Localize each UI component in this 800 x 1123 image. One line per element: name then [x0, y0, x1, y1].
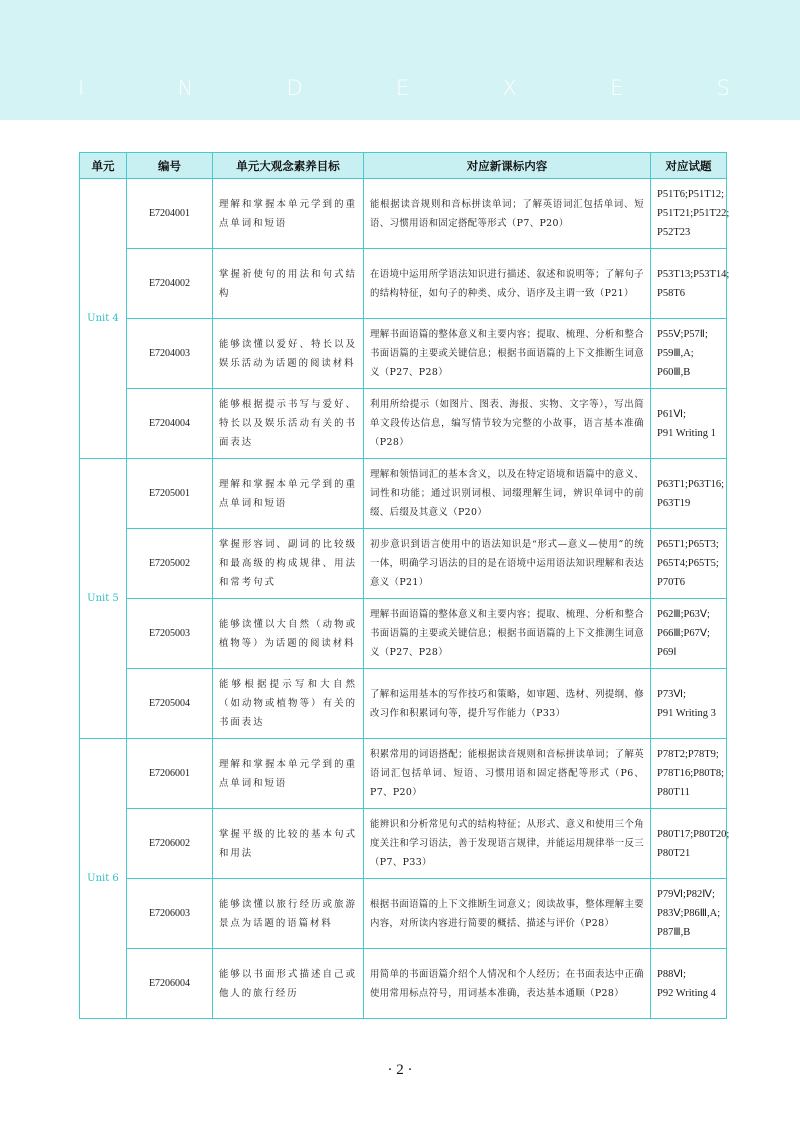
row-goal: 理解和掌握本单元学到的重点单词和短语: [213, 739, 364, 809]
row-goal: 掌握形容词、副词的比较级和最高级的构成规律、用法和常考句式: [213, 529, 364, 599]
row-standard: 积累常用的词语搭配；能根据读音规则和音标拼读单词；了解英语词汇包括单词、短语、习惯用语和固定搭配等形式（P6、P7、P20）: [364, 739, 651, 809]
row-tests: P55Ⅴ;P57Ⅱ; P59Ⅲ,A; P60Ⅲ,B: [651, 319, 727, 389]
row-goal: 能够读懂以大自然（动物或植物等）为话题的阅读材料: [213, 599, 364, 669]
banner-letter: S: [716, 76, 730, 100]
row-standard: 理解书面语篇的整体意义和主要内容；提取、梳理、分析和整合书面语篇的主要或关键信息；根据书面语篇的上下文推断生词意义（P27、P28）: [364, 319, 651, 389]
page-number: · 2 ·: [387, 1062, 413, 1078]
unit-label: Unit 5: [80, 459, 127, 739]
row-tests: P53T13;P53T14; P58T6: [651, 249, 727, 319]
header-tests: 对应试题: [651, 153, 727, 179]
row-standard: 初步意识到语言使用中的语法知识是“形式—意义—使用”的统一体，明确学习语法的目的是在语境中运用语法知识理解和表达意义（P21）: [364, 529, 651, 599]
row-tests: P61Ⅵ; P91 Writing 1: [651, 389, 727, 459]
table-row: [80, 249, 727, 319]
header-code: 编号: [127, 153, 213, 179]
row-standard: 用简单的书面语篇介绍个人情况和个人经历；在书面表达中正确使用常用标点符号，用词基本准确，表达基本通顺（P28）: [364, 949, 651, 1019]
banner-indexes-word: [0, 76, 800, 100]
row-code: E7206002: [127, 809, 213, 879]
row-code: E7205001: [127, 459, 213, 529]
row-tests: P88Ⅵ; P92 Writing 4: [651, 949, 727, 1019]
row-goal: 理解和掌握本单元学到的重点单词和短语: [213, 179, 364, 249]
table-row: [80, 529, 727, 599]
table-row: [80, 319, 727, 389]
header-goal: 单元大观念素养目标: [213, 153, 364, 179]
table-row: [80, 389, 727, 459]
row-goal: 能够根据提示写和大自然（如动物或植物等）有关的书面表达: [213, 669, 364, 739]
row-goal: 掌握平级的比较的基本句式和用法: [213, 809, 364, 879]
banner-letter: N: [177, 76, 194, 100]
row-goal: 理解和掌握本单元学到的重点单词和短语: [213, 459, 364, 529]
table-header-row: [80, 153, 727, 179]
row-standard: 在语境中运用所学语法知识进行描述、叙述和说明等；了解句子的结构特征，如句子的种类、成分、语序及主谓一致（P21）: [364, 249, 651, 319]
row-standard: 利用所给提示（如图片、图表、海报、实物、文字等），写出简单文段传达信息，编写情节较为完整的小故事，语言基本准确（P28）: [364, 389, 651, 459]
table-row: [80, 179, 727, 249]
row-code: E7205002: [127, 529, 213, 599]
header-unit: 单元: [80, 153, 127, 179]
row-standard: 能辨识和分析常见句式的结构特征；从形式、意义和使用三个角度关注和学习语法，善于发现语言规律，并能运用规律举一反三（P7、P33）: [364, 809, 651, 879]
table-row: [80, 949, 727, 1019]
row-code: E7205003: [127, 599, 213, 669]
row-code: E7204002: [127, 249, 213, 319]
row-goal: 能够读懂以爱好、特长以及娱乐活动为话题的阅读材料: [213, 319, 364, 389]
row-standard: 了解和运用基本的写作技巧和策略，如审题、选材、列提纲、修改习作和积累词句等，提升写作能力（P33）: [364, 669, 651, 739]
header-banner: [0, 0, 800, 120]
index-table: [79, 152, 730, 1019]
row-code: E7206001: [127, 739, 213, 809]
table-row: [80, 809, 727, 879]
unit-label: Unit 6: [80, 739, 127, 1019]
row-tests: P78T2;P78T9; P78T16;P80T8; P80T11: [651, 739, 727, 809]
row-tests: P62Ⅲ;P63Ⅴ; P66Ⅲ;P67Ⅴ; P69Ⅰ: [651, 599, 727, 669]
row-standard: 理解和领悟词汇的基本含义，以及在特定语境和语篇中的意义、词性和功能；通过识别词根、词缀理解生词，辨识单词中的前缀、后缀及其意义（P20）: [364, 459, 651, 529]
row-goal: 能够根据提示书写与爱好、特长以及娱乐活动有关的书面表达: [213, 389, 364, 459]
table-row: [80, 459, 727, 529]
table-row: [80, 599, 727, 669]
row-code: E7204003: [127, 319, 213, 389]
header-standard: 对应新课标内容: [364, 153, 651, 179]
row-code: E7206003: [127, 879, 213, 949]
row-goal: 能够读懂以旅行经历或旅游景点为话题的语篇材料: [213, 879, 364, 949]
row-tests: P65T1;P65T3; P65T4;P65T5; P70T6: [651, 529, 727, 599]
table-row: [80, 669, 727, 739]
row-tests: P79Ⅵ;P82Ⅳ; P83Ⅴ;P86Ⅲ,A; P87Ⅲ,B: [651, 879, 727, 949]
banner-letter: E: [610, 76, 624, 100]
banner-letter: I: [78, 76, 85, 100]
row-tests: P51T6;P51T12; P51T21;P51T22; P52T23: [651, 179, 727, 249]
row-goal: 能够以书面形式描述自己或他人的旅行经历: [213, 949, 364, 1019]
row-standard: 理解书面语篇的整体意义和主要内容；提取、梳理、分析和整合书面语篇的主要或关键信息；根据书面语篇的上下文推测生词意义（P27、P28）: [364, 599, 651, 669]
banner-letter: D: [286, 76, 303, 100]
table-row: [80, 879, 727, 949]
row-goal: 掌握祈使句的用法和句式结构: [213, 249, 364, 319]
banner-letter: X: [502, 76, 517, 100]
row-standard: 能根据读音规则和音标拼读单词；了解英语词汇包括单词、短语、习惯用语和固定搭配等形式（P7、P20）: [364, 179, 651, 249]
row-tests: P80T17;P80T20; P80T21: [651, 809, 727, 879]
row-code: E7206004: [127, 949, 213, 1019]
unit-label: Unit 4: [80, 179, 127, 459]
row-standard: 根据书面语篇的上下文推断生词意义；阅读故事，整体理解主要内容，对所读内容进行简要的概括、描述与评价（P28）: [364, 879, 651, 949]
banner-letter: E: [395, 76, 410, 100]
table-body: [80, 179, 730, 1019]
row-code: E7205004: [127, 669, 213, 739]
table-row: [80, 739, 727, 809]
row-code: E7204001: [127, 179, 213, 249]
row-code: E7204004: [127, 389, 213, 459]
row-tests: P63T1;P63T16; P63T19: [651, 459, 727, 529]
row-tests: P73Ⅵ; P91 Writing 3: [651, 669, 727, 739]
